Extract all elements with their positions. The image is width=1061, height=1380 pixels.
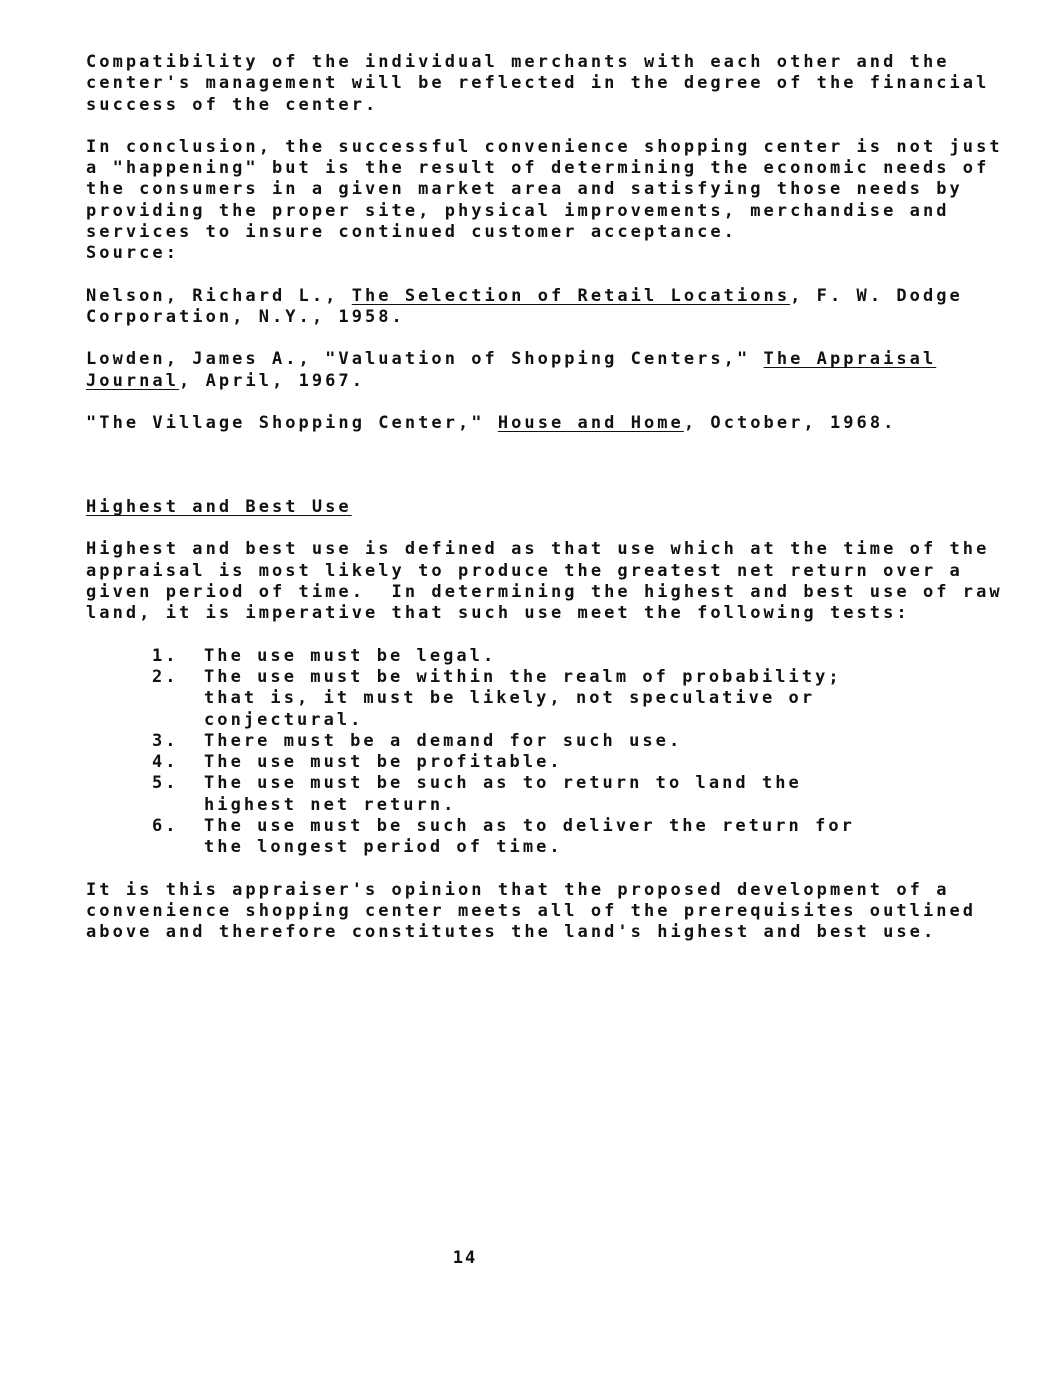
source-label: Source: [86,243,179,264]
list-text: conjectural. [204,709,364,730]
ref-journal-title: The Appraisal [763,349,937,370]
list-text: The use must be within the realm of probability; [204,666,842,687]
text-line: appraisal is most likely to produce the greatest net return over a [86,560,963,581]
paragraph-conclusion [86,137,1006,265]
list-text: The use must be legal. [204,645,497,666]
document-page [86,52,1006,944]
list-number: 6. [152,816,179,837]
text-line: given period of time. In determining the highest and best use of raw [86,582,1003,603]
ref-magazine-title: House and Home [497,412,684,433]
text-line: services to insure continued customer acceptance. [86,222,737,243]
text-line: In conclusion, the successful convenience shopping center is not just [86,136,1003,157]
page-number: 14 [452,1248,478,1268]
text-line: It is this appraiser's opinion that the proposed development of a [86,879,950,900]
section-heading: Highest and Best Use [86,497,352,518]
list-text: highest net return. [204,794,457,815]
paragraph-compatibility [86,52,1006,116]
text-line: above and therefore constitutes the land's highest and best use. [86,922,937,943]
tests-list [152,646,1006,859]
text-line: land, it is imperative that such use meet the following tests: [86,603,910,624]
list-text: the longest period of time. [204,837,563,858]
text-line: center's management will be reflected in the degree of the financial [86,73,990,94]
list-item [152,667,1006,731]
ref-publisher: , F. W. Dodge [790,285,963,306]
list-text: There must be a demand for such use. [204,730,683,751]
text-line: the consumers in a given market area and satisfying those needs by [86,179,963,200]
ref-publisher-line: Corporation, N.Y., 1958. [86,306,405,327]
list-number: 5. [152,773,179,794]
ref-title: The Selection of Retail Locations [351,285,791,306]
text-line: success of the center. [86,94,379,115]
text-line: Highest and best use is defined as that use which at the time of the [86,539,990,560]
list-text: The use must be such as to return to land the [204,773,802,794]
list-item [152,646,1006,667]
list-item [152,752,1006,773]
ref-author: Lowden, James A., "Valuation of Shopping Centers," [86,349,764,370]
list-text: that is, it must be likely, not speculative or [204,688,816,709]
list-number: 4. [152,752,179,773]
reference-village [86,413,1006,434]
list-item [152,731,1006,752]
list-number: 2. [152,666,179,687]
ref-journal-title-cont: Journal [86,370,179,391]
list-text: The use must be such as to deliver the return for [204,816,855,837]
list-text: The use must be profitable. [204,752,563,773]
text-line: a "happening" but is the result of determining the economic needs of [86,158,990,179]
list-number: 3. [152,730,179,751]
reference-lowden [86,349,1006,392]
ref-date: , October, 1968. [683,412,897,433]
text-line: Compatibility of the individual merchants with each other and the [86,52,950,72]
paragraph-definition [86,539,1006,624]
list-item [152,773,1006,816]
reference-nelson [86,286,1006,329]
ref-article: "The Village Shopping Center," [86,412,498,433]
list-number: 1. [152,645,179,666]
text-line: convenience shopping center meets all of the prerequisites outlined [86,900,977,921]
list-item [152,816,1006,859]
ref-author: Nelson, Richard L., [86,285,352,306]
ref-date: , April, 1967. [179,370,365,391]
text-line: providing the proper site, physical improvements, merchandise and [86,200,950,221]
paragraph-opinion [86,880,1006,944]
